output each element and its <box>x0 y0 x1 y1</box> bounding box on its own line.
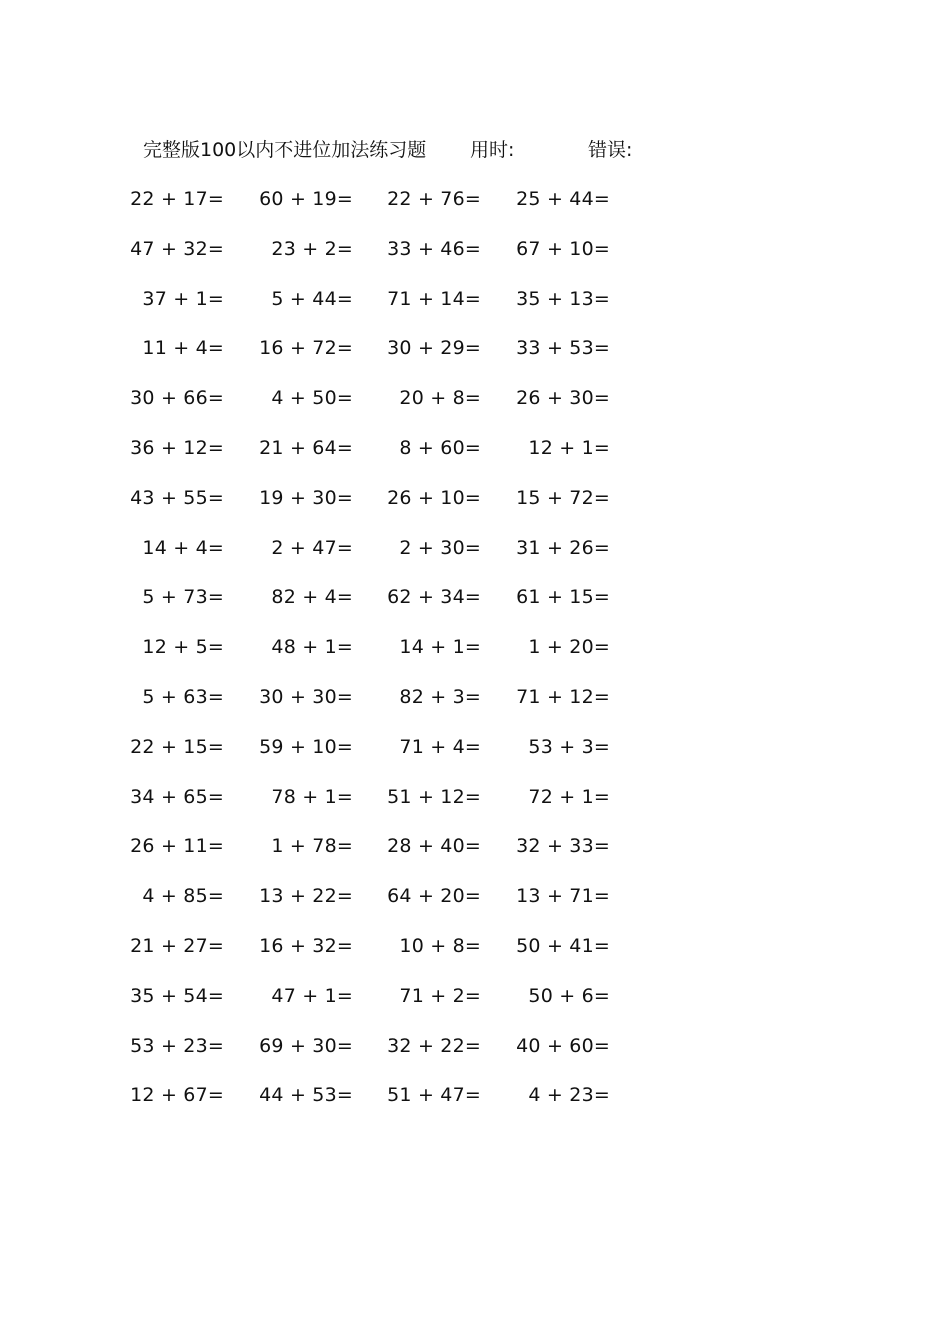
problem-item: 64 + 20= <box>387 885 481 908</box>
problem-item: 59 + 10= <box>259 735 353 758</box>
problem-item: 53 + 23= <box>130 1034 224 1057</box>
problem-item: 53 + 3= <box>528 735 610 758</box>
problem-item: 14 + 1= <box>399 636 481 659</box>
problem-item: 61 + 15= <box>516 586 610 609</box>
problem-item: 32 + 33= <box>516 835 610 858</box>
problem-item: 67 + 10= <box>516 237 610 260</box>
problem-item: 31 + 26= <box>516 536 610 559</box>
problem-item: 60 + 19= <box>259 188 353 210</box>
problem-item: 13 + 22= <box>259 885 353 908</box>
problem-item: 14 + 4= <box>142 536 224 559</box>
problem-item: 8 + 60= <box>399 436 481 459</box>
problem-item: 1 + 20= <box>528 636 610 659</box>
problem-item: 82 + 4= <box>271 586 353 609</box>
problem-item: 36 + 12= <box>130 436 224 459</box>
problem-row <box>0 385 950 435</box>
problem-item: 21 + 27= <box>130 934 224 957</box>
problem-item: 20 + 8= <box>399 387 481 410</box>
problem-item: 71 + 14= <box>387 287 481 310</box>
problem-item: 48 + 1= <box>271 636 353 659</box>
problem-item: 34 + 65= <box>130 785 224 808</box>
problem-item: 16 + 32= <box>259 934 353 957</box>
problem-item: 43 + 55= <box>130 486 224 509</box>
problem-item: 22 + 15= <box>130 735 224 758</box>
problem-item: 33 + 46= <box>387 237 481 260</box>
problem-item: 19 + 30= <box>259 486 353 509</box>
problem-item: 2 + 47= <box>271 536 353 559</box>
problem-item: 51 + 12= <box>387 785 481 808</box>
problem-item: 82 + 3= <box>399 685 481 708</box>
problem-row <box>0 286 950 336</box>
problem-item: 50 + 6= <box>528 984 610 1007</box>
problem-item: 35 + 54= <box>130 984 224 1007</box>
problem-row <box>0 485 950 535</box>
problem-item: 4 + 23= <box>528 1084 610 1107</box>
problem-row <box>0 435 950 485</box>
problem-row <box>0 734 950 784</box>
problem-item: 15 + 72= <box>516 486 610 509</box>
problem-row <box>0 335 950 385</box>
problem-row <box>0 933 950 983</box>
problem-item: 23 + 2= <box>271 237 353 260</box>
problem-item: 47 + 32= <box>130 237 224 260</box>
errors-label: 错误: <box>588 139 633 161</box>
problem-item: 12 + 67= <box>130 1084 224 1107</box>
problem-item: 71 + 4= <box>399 735 481 758</box>
problem-item: 5 + 73= <box>142 586 224 609</box>
problem-item: 32 + 22= <box>387 1034 481 1057</box>
problem-item: 16 + 72= <box>259 337 353 360</box>
problem-item: 11 + 4= <box>142 337 224 360</box>
problem-grid <box>0 186 950 1132</box>
problem-row <box>0 186 950 236</box>
problem-item: 13 + 71= <box>516 885 610 908</box>
problem-row <box>0 584 950 634</box>
problem-row <box>0 784 950 834</box>
problem-item: 12 + 1= <box>528 436 610 459</box>
problem-row <box>0 535 950 585</box>
worksheet-title: 完整版100以内不进位加法练习题 <box>143 139 427 161</box>
problem-item: 50 + 41= <box>516 934 610 957</box>
problem-item: 2 + 30= <box>399 536 481 559</box>
problem-item: 25 + 44= <box>516 188 610 210</box>
problem-row <box>0 1033 950 1083</box>
time-label: 用时: <box>470 139 515 161</box>
problem-item: 26 + 11= <box>130 835 224 858</box>
problem-row <box>0 833 950 883</box>
problem-item: 30 + 29= <box>387 337 481 360</box>
problem-item: 26 + 10= <box>387 486 481 509</box>
problem-item: 5 + 44= <box>271 287 353 310</box>
problem-item: 12 + 5= <box>142 636 224 659</box>
problem-row <box>0 883 950 933</box>
problem-item: 33 + 53= <box>516 337 610 360</box>
problem-item: 1 + 78= <box>271 835 353 858</box>
problem-row <box>0 236 950 286</box>
problem-item: 69 + 30= <box>259 1034 353 1057</box>
problem-item: 22 + 17= <box>130 188 224 210</box>
problem-item: 30 + 66= <box>130 387 224 410</box>
problem-row <box>0 983 950 1033</box>
problem-item: 40 + 60= <box>516 1034 610 1057</box>
problem-item: 71 + 2= <box>399 984 481 1007</box>
problem-item: 71 + 12= <box>516 685 610 708</box>
problem-item: 4 + 85= <box>142 885 224 908</box>
problem-item: 5 + 63= <box>142 685 224 708</box>
problem-item: 4 + 50= <box>271 387 353 410</box>
problem-item: 44 + 53= <box>259 1084 353 1107</box>
problem-item: 37 + 1= <box>142 287 224 310</box>
problem-item: 21 + 64= <box>259 436 353 459</box>
problem-item: 22 + 76= <box>387 188 481 210</box>
problem-row <box>0 1082 950 1132</box>
problem-row <box>0 684 950 734</box>
problem-item: 47 + 1= <box>271 984 353 1007</box>
problem-item: 72 + 1= <box>528 785 610 808</box>
problem-item: 10 + 8= <box>399 934 481 957</box>
problem-item: 26 + 30= <box>516 387 610 410</box>
problem-item: 62 + 34= <box>387 586 481 609</box>
problem-item: 30 + 30= <box>259 685 353 708</box>
problem-item: 28 + 40= <box>387 835 481 858</box>
problem-item: 35 + 13= <box>516 287 610 310</box>
problem-item: 51 + 47= <box>387 1084 481 1107</box>
problem-item: 78 + 1= <box>271 785 353 808</box>
problem-row <box>0 634 950 684</box>
